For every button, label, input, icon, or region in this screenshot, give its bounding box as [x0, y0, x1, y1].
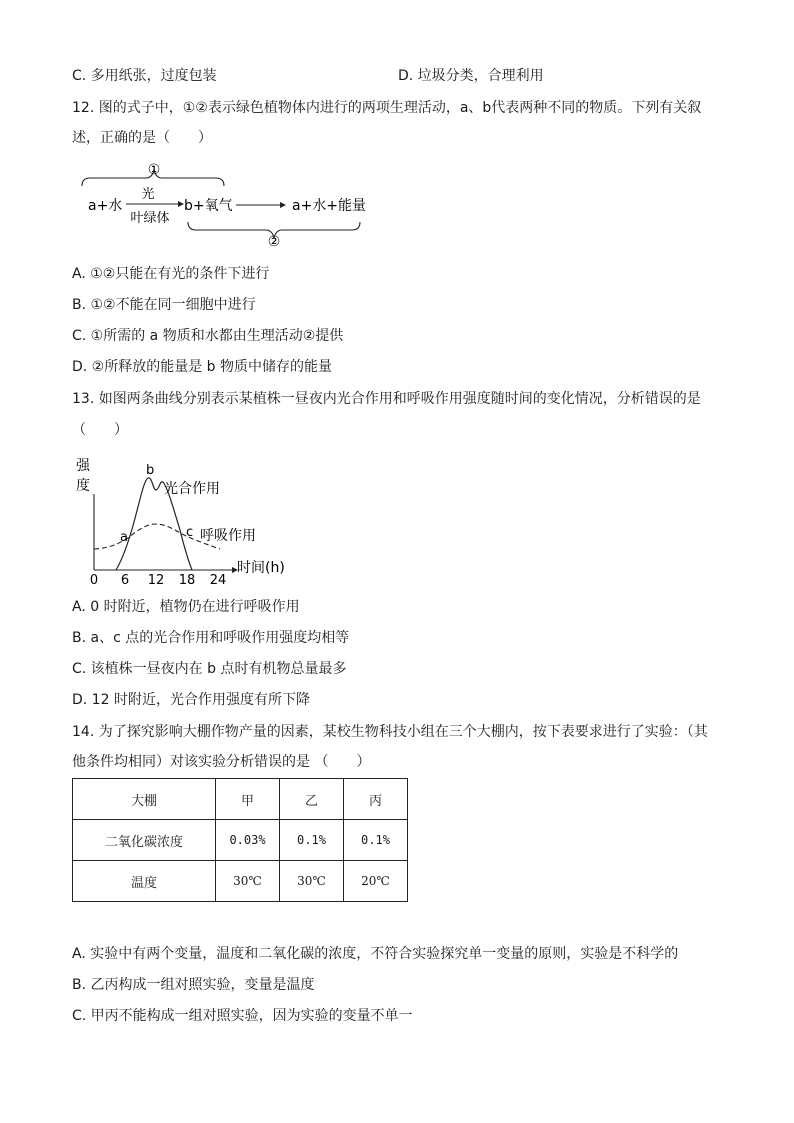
table-cell: 20℃ — [344, 861, 408, 902]
table-cell: 0.03% — [216, 820, 280, 861]
point-a-label: a — [120, 530, 128, 545]
x-tick-12: 12 — [147, 573, 165, 588]
q14-option-c: C. 甲丙不能构成一组对照实验，因为实验的变量不单一 — [72, 1008, 413, 1024]
q14-table — [72, 778, 408, 902]
y-axis-label-char1: 强 — [76, 458, 90, 474]
condition-light: 光 — [141, 187, 155, 202]
q13-option-a: A. 0 时附近，植物仍在进行呼吸作用 — [72, 599, 300, 615]
table-cell: 二氧化碳浓度 — [73, 820, 216, 861]
table-header-row — [73, 779, 408, 820]
table-header-cell: 乙 — [280, 779, 344, 820]
circle-one-label: ① — [147, 162, 161, 178]
q12-option-c: C. ①所需的 a 物质和水都由生理活动②提供 — [72, 328, 344, 344]
q14-option-b: B. 乙丙构成一组对照实验，变量是温度 — [72, 977, 315, 993]
q11-option-d: D. 垃圾分类，合理利用 — [398, 68, 544, 84]
q12-stem-line2: 述，正确的是（ ） — [72, 130, 212, 146]
middle-label: b+氧气 — [184, 198, 233, 214]
table-cell: 温度 — [73, 861, 216, 902]
x-tick-6: 6 — [120, 573, 130, 588]
point-c-label: c — [186, 525, 194, 540]
q12-stem-line1: 12. 图的式子中，①②表示绿色植物体内进行的两项生理活动，a、b代表两种不同的物质。下列有关叙 — [72, 100, 702, 116]
x-tick-24: 24 — [209, 573, 227, 588]
q12-option-b: B. ①②不能在同一细胞中进行 — [72, 297, 256, 313]
q13-stem-line2: （ ） — [72, 422, 128, 438]
x-tick-0: 0 — [89, 573, 99, 588]
point-b-label: b — [146, 463, 155, 478]
q13-chart — [70, 452, 310, 590]
q13-option-d: D. 12 时附近，光合作用强度有所下降 — [72, 692, 310, 708]
product-label: a+水+能量 — [292, 198, 367, 214]
x-axis-label: 时间(h) — [237, 560, 285, 576]
photosynthesis-legend: 光合作用 — [164, 481, 220, 497]
q14-option-a: A. 实验中有两个变量，温度和二氧化碳的浓度，不符合实验探究单一变量的原则，实验是不科学的 — [72, 946, 679, 962]
table-header-cell: 大棚 — [73, 779, 216, 820]
reactant-label: a+水 — [88, 198, 123, 214]
respiration-legend: 呼吸作用 — [200, 528, 256, 544]
q13-stem-line1: 13. 如图两条曲线分别表示某植株一昼夜内光合作用和呼吸作用强度随时间的变化情况，分析错误的是 — [72, 391, 701, 407]
table-row — [73, 820, 408, 861]
table-header-cell: 丙 — [344, 779, 408, 820]
table-cell: 0.1% — [280, 820, 344, 861]
circle-two-label: ② — [267, 234, 281, 250]
x-tick-18: 18 — [178, 573, 196, 588]
table-cell: 30℃ — [280, 861, 344, 902]
q12-reaction-diagram — [70, 158, 380, 250]
condition-chloroplast: 叶绿体 — [130, 211, 170, 226]
q14-stem-line2: 他条件均相同）对该实验分析错误的是 （ ） — [72, 754, 371, 770]
q13-option-c: C. 该植株一昼夜内在 b 点时有机物总量最多 — [72, 661, 347, 677]
y-axis-label-char2: 度 — [76, 478, 90, 494]
q12-option-a: A. ①②只能在有光的条件下进行 — [72, 266, 270, 282]
table-row — [73, 861, 408, 902]
arrow-two-head — [280, 202, 286, 208]
q14-stem-line1: 14. 为了探究影响大棚作物产量的因素，某校生物科技小组在三个大棚内，按下表要求进行了实验：（其 — [72, 724, 708, 740]
table-cell: 30℃ — [216, 861, 280, 902]
q11-option-c: C. 多用纸张，过度包装 — [72, 68, 217, 84]
q13-option-b: B. a、c 点的光合作用和呼吸作用强度均相等 — [72, 630, 350, 646]
q12-option-d: D. ②所释放的能量是 b 物质中储存的能量 — [72, 359, 333, 375]
table-header-cell: 甲 — [216, 779, 280, 820]
table-cell: 0.1% — [344, 820, 408, 861]
